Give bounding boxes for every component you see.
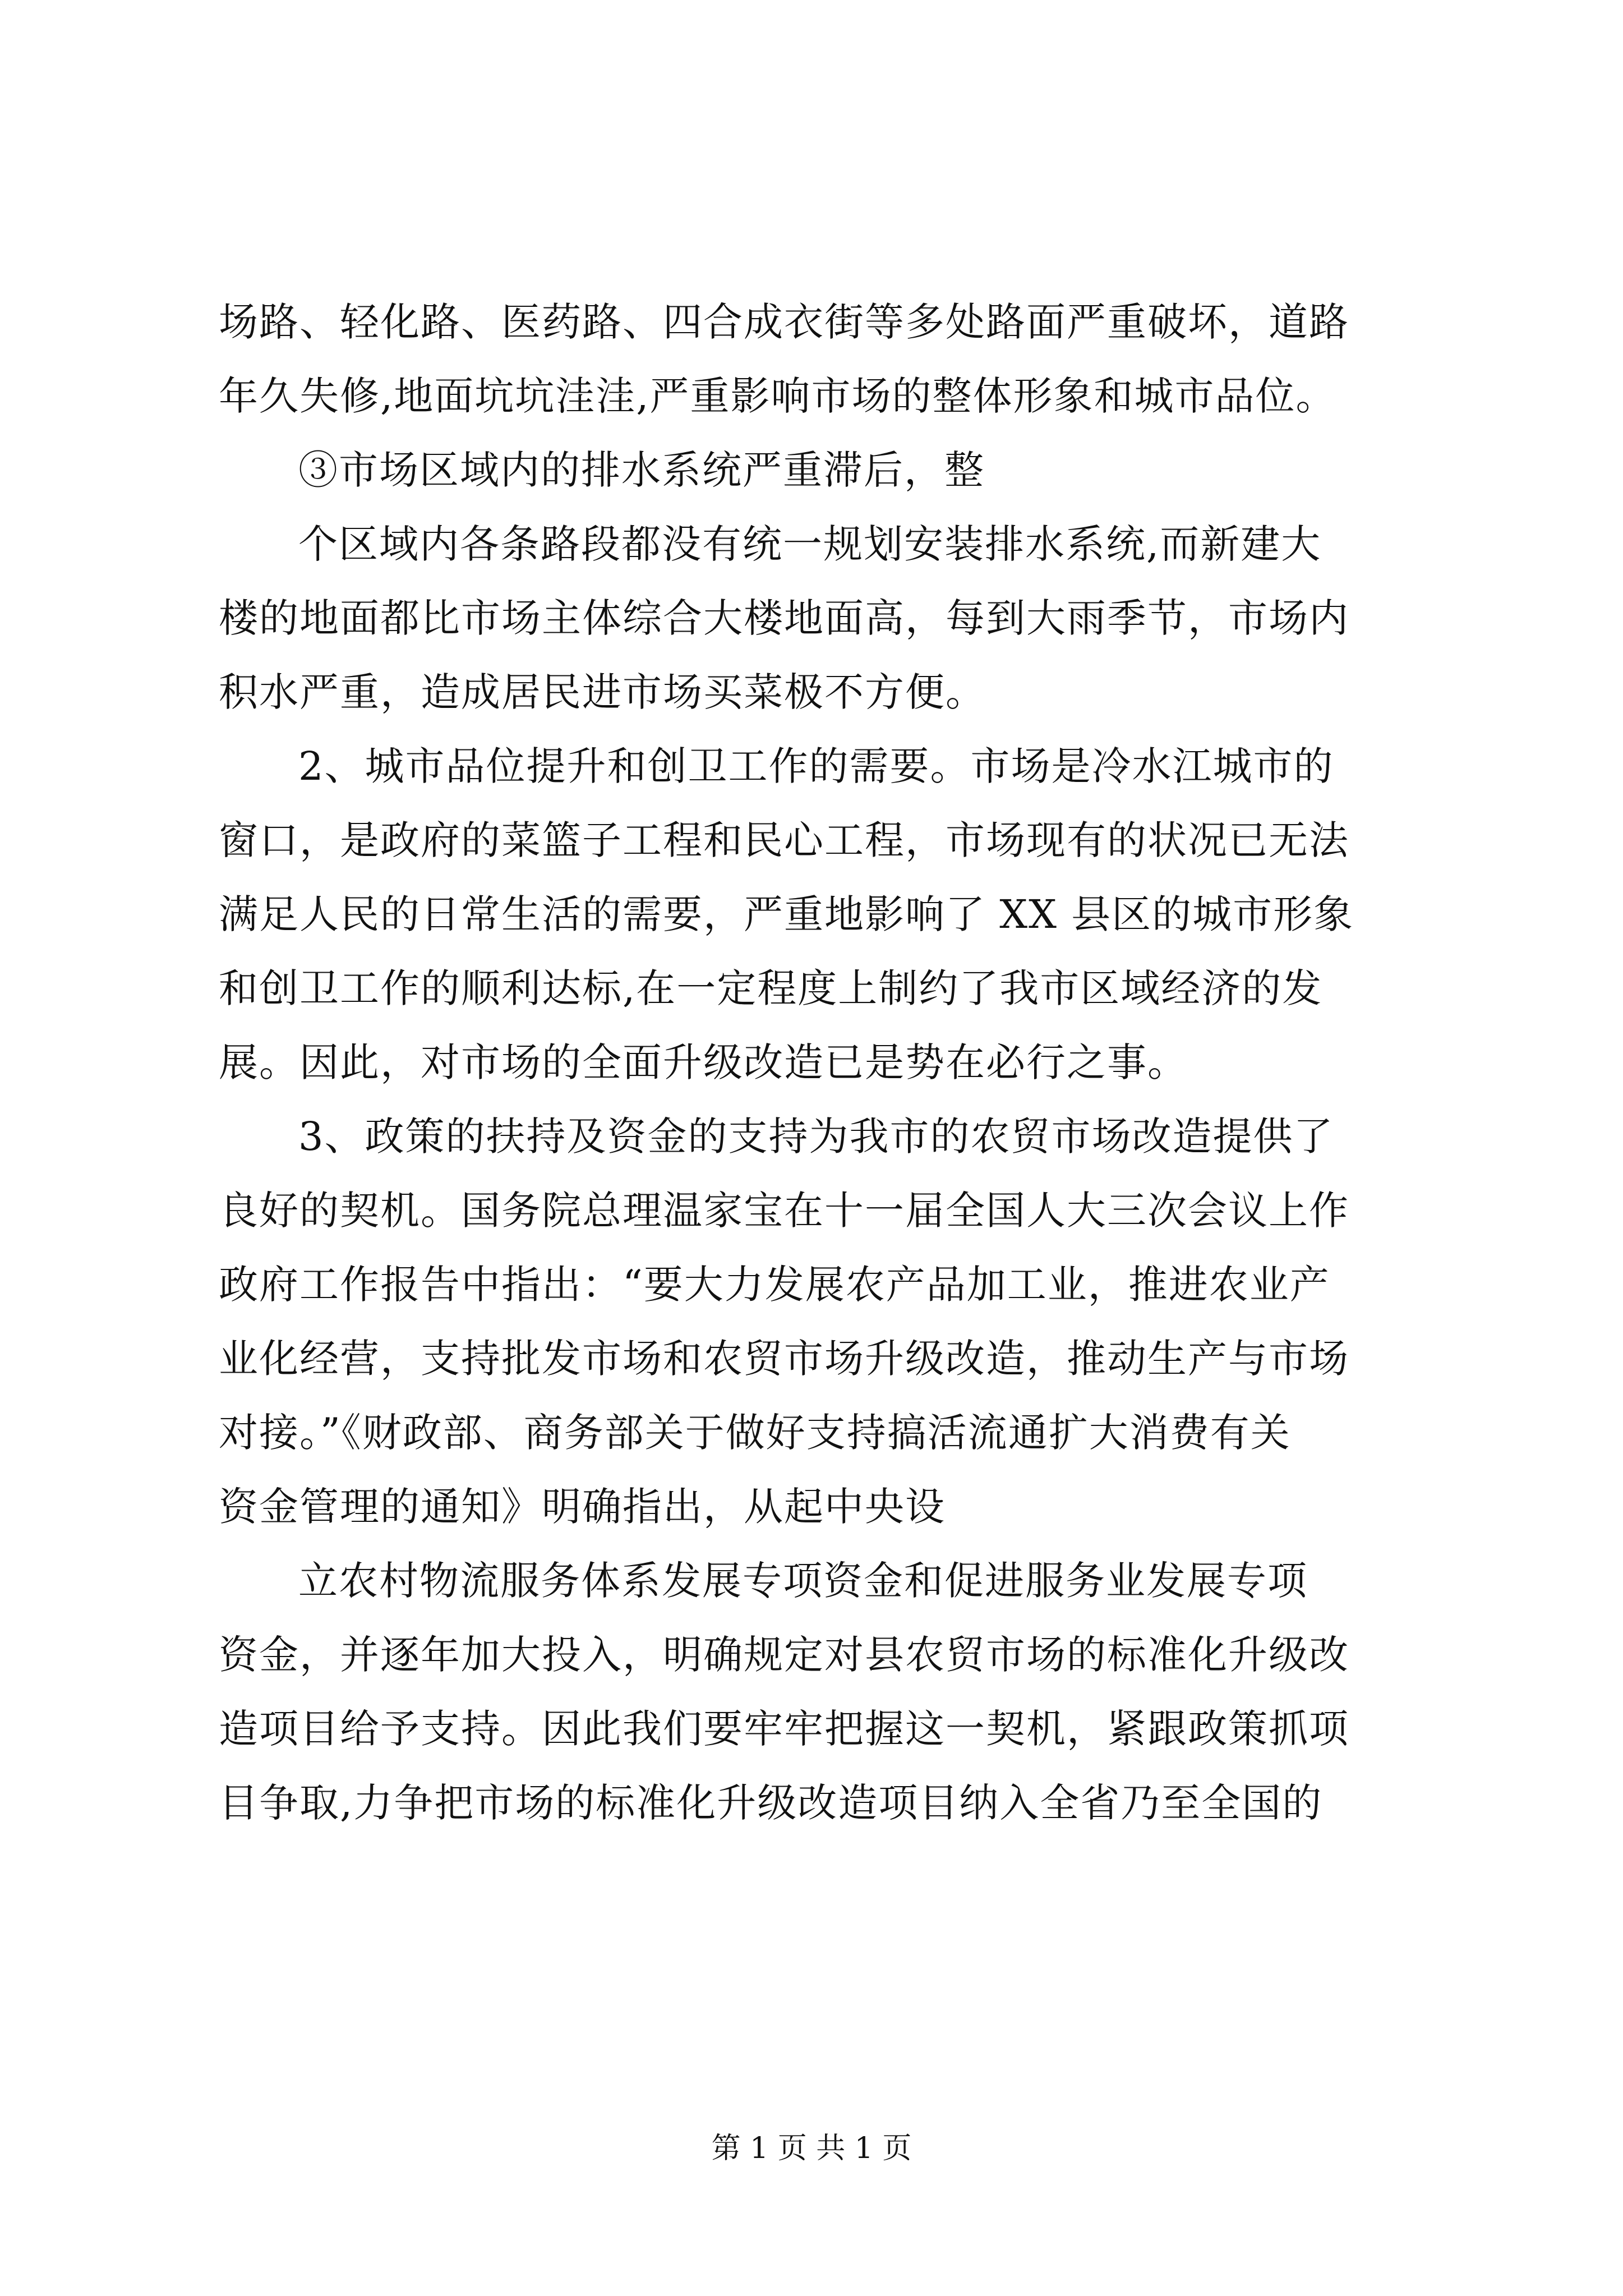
text-line: 积水严重，造成居民进市场买菜极不方便。: [219, 669, 986, 715]
text-line: 场路、轻化路、医药路、四合成衣街等多处路面严重破坏，道路: [219, 299, 1349, 345]
text-line: 资金，并逐年加大投入，明确规定对县农贸市场的标准化升级改: [219, 1632, 1349, 1678]
text-line: 业化经营，支持批发市场和农贸市场升级改造，推动生产与市场: [219, 1336, 1349, 1382]
text-line: 展。因此，对市场的全面升级改造已是势在必行之事。: [219, 1039, 1188, 1085]
text-line: 年久失修,地面坑坑洼洼,严重影响市场的整体形象和城市品位。: [219, 373, 1336, 419]
text-line: 对接。”《财政部、商务部关于做好支持搞活流通扩大消费有关: [219, 1410, 1291, 1456]
text-line: 窗口，是政府的菜篮子工程和民心工程，市场现有的状况已无法: [219, 817, 1349, 863]
text-line: 良好的契机。国务院总理温家宝在十一届全国人大三次会议上作: [219, 1188, 1349, 1234]
text-line: 目争取,力争把市场的标准化升级改造项目纳入全省乃至全国的: [219, 1780, 1323, 1826]
text-line: 楼的地面都比市场主体综合大楼地面高，每到大雨季节，市场内: [219, 595, 1349, 641]
text-line: 满足人民的日常生活的需要，严重地影响了 XX 县区的城市形象: [219, 891, 1354, 937]
text-line: 2、城市品位提升和创卫工作的需要。市场是冷水江城市的: [298, 743, 1334, 789]
text-line: 立农村物流服务体系发展专项资金和促进服务业发展专项: [298, 1558, 1308, 1604]
text-line: 3、政策的扶持及资金的支持为我市的农贸市场改造提供了: [298, 1114, 1334, 1159]
text-line: 个区域内各条路段都没有统一规划安装排水系统,而新建大: [298, 521, 1322, 567]
text-line: ③市场区域内的排水系统严重滞后，整: [298, 447, 985, 493]
text-line: 造项目给予支持。因此我们要牢牢把握这一契机，紧跟政策抓项: [219, 1706, 1349, 1752]
text-line: 政府工作报告中指出：“要大力发展农产品加工业，推进农业产: [219, 1262, 1330, 1308]
page-number-footer: 第 1 页 共 1 页: [711, 2132, 912, 2165]
text-line: 和创卫工作的顺利达标,在一定程度上制约了我市区域经济的发: [219, 965, 1323, 1011]
text-line: 资金管理的通知》明确指出，从起中央设: [219, 1484, 946, 1530]
